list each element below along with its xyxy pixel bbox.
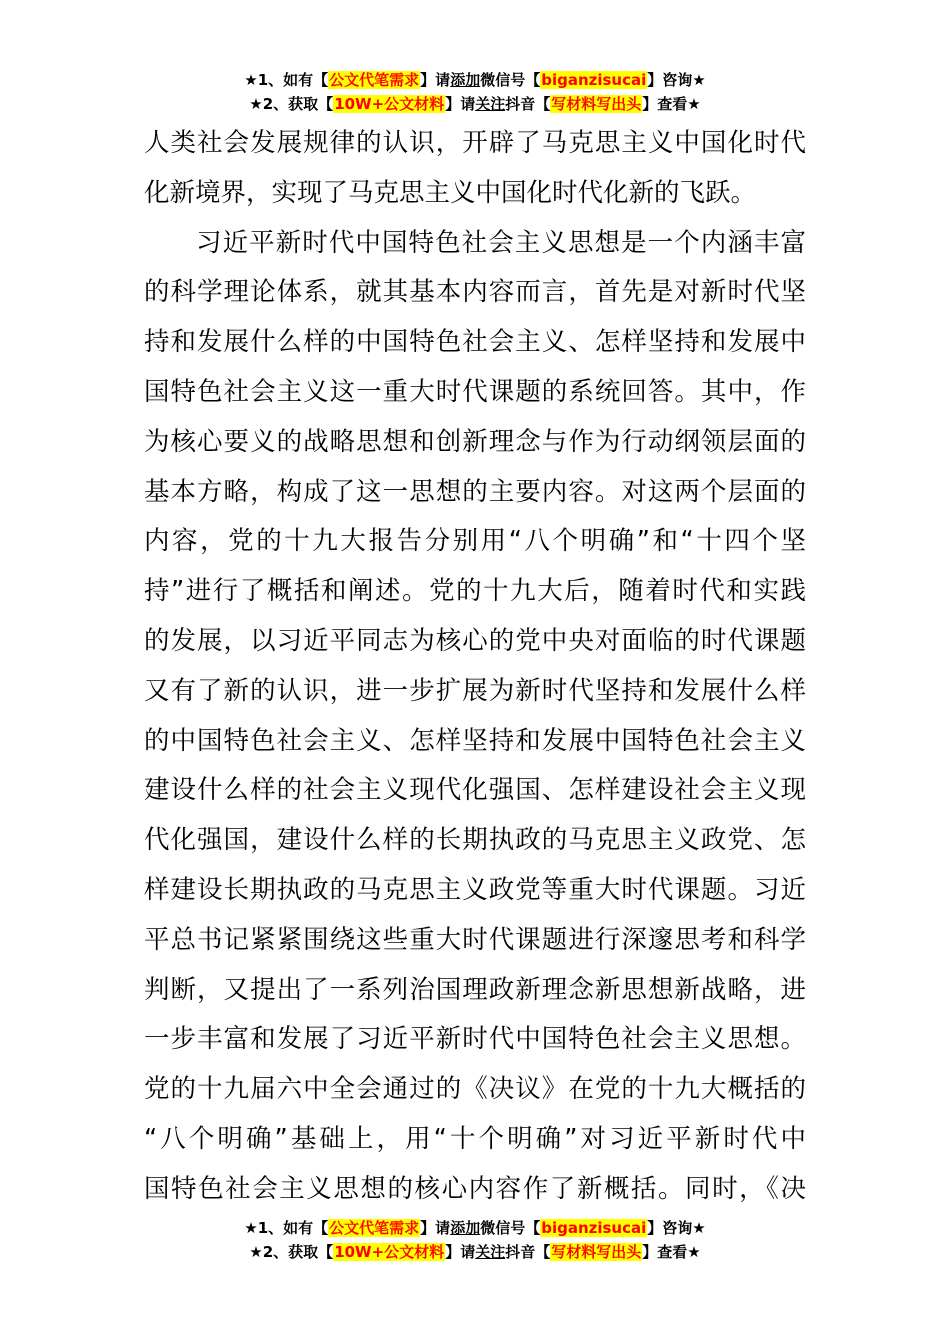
banner-text: 】咨询★ [647, 71, 706, 89]
body-line: 建设什么样的社会主义现代化强国、怎样建设社会主义现 [144, 775, 806, 806]
banner-text: 微信号【 [480, 1219, 541, 1237]
banner-text: 】请 [420, 1219, 451, 1237]
banner-text: 】查看★ [642, 95, 701, 113]
banner-line-2 [0, 1240, 950, 1264]
document-body [144, 119, 806, 1215]
banner-text: 抖音【 [505, 95, 551, 113]
header-banner [0, 68, 950, 116]
highlight-wechat-id: biganzisucai [541, 71, 647, 89]
highlight-douyin: 写材料写出头 [551, 1243, 642, 1261]
footer-banner [0, 1216, 950, 1264]
banner-line-1 [0, 1216, 950, 1240]
body-line: 基本方略，构成了这一思想的主要内容。对这两个层面的 [144, 476, 806, 507]
body-line: 平总书记紧紧围绕这些重大时代课题进行深邃思考和科学 [144, 924, 806, 955]
underlined-add: 添加 [450, 1219, 481, 1237]
banner-text: 】请 [445, 95, 476, 113]
body-line: 化新境界，实现了马克思主义中国化时代化新的飞跃。 [144, 177, 757, 208]
banner-text: ★1、如有【 [244, 71, 329, 89]
body-line: 习近平新时代中国特色社会主义思想是一个内涵丰富 [196, 227, 806, 258]
highlight-materials: 10W+公文材料 [334, 95, 445, 113]
banner-text: ★2、获取【 [249, 95, 334, 113]
banner-text: 微信号【 [480, 71, 541, 89]
body-line: 一步丰富和发展了习近平新时代中国特色社会主义思想。 [144, 1024, 806, 1055]
body-line: 的科学理论体系，就其基本内容而言，首先是对新时代坚 [144, 277, 806, 308]
body-line: 代化强国，建设什么样的长期执政的马克思主义政党、怎 [144, 825, 806, 856]
banner-text: 】咨询★ [647, 1219, 706, 1237]
body-line: 国特色社会主义思想的核心内容作了新概括。同时，《决 [144, 1173, 806, 1204]
body-line: 持和发展什么样的中国特色社会主义、怎样坚持和发展中 [144, 327, 806, 358]
body-line: 持”进行了概括和阐述。党的十九大后，随着时代和实践 [144, 576, 806, 607]
banner-text: ★2、获取【 [249, 1243, 334, 1261]
underlined-follow: 关注 [475, 95, 506, 113]
banner-text: 】请 [445, 1243, 476, 1261]
underlined-follow: 关注 [475, 1243, 506, 1261]
highlight-wechat-id: biganzisucai [541, 1219, 647, 1237]
banner-text: 】请 [420, 71, 451, 89]
body-line: 判断，又提出了一系列治国理政新理念新思想新战略，进 [144, 974, 806, 1005]
body-line: 的中国特色社会主义、怎样坚持和发展中国特色社会主义 [144, 725, 806, 756]
body-line: 样建设长期执政的马克思主义政党等重大时代课题。习近 [144, 874, 806, 905]
body-line: 为核心要义的战略思想和创新理念与作为行动纲领层面的 [144, 426, 806, 457]
body-line: 国特色社会主义这一重大时代课题的系统回答。其中，作 [144, 376, 806, 407]
body-line: 内容，党的十九大报告分别用“八个明确”和“十四个坚 [144, 526, 806, 557]
banner-text: ★1、如有【 [244, 1219, 329, 1237]
body-line: 党的十九届六中全会通过的《决议》在党的十九大概括的 [144, 1074, 806, 1105]
highlight-materials: 10W+公文材料 [334, 1243, 445, 1261]
banner-line-1 [0, 68, 950, 92]
body-line: 的发展，以习近平同志为核心的党中央对面临的时代课题 [144, 625, 806, 656]
banner-text: 】查看★ [642, 1243, 701, 1261]
highlight-douyin: 写材料写出头 [551, 95, 642, 113]
banner-line-2 [0, 92, 950, 116]
banner-text: 抖音【 [505, 1243, 551, 1261]
underlined-add: 添加 [450, 71, 481, 89]
body-line: 又有了新的认识，进一步扩展为新时代坚持和发展什么样 [144, 675, 806, 706]
body-line: 人类社会发展规律的认识，开辟了马克思主义中国化时代 [144, 128, 806, 158]
highlight-service: 公文代笔需求 [329, 1219, 420, 1237]
highlight-service: 公文代笔需求 [329, 71, 420, 89]
body-line: “八个明确”基础上，用“十个明确”对习近平新时代中 [144, 1123, 806, 1154]
